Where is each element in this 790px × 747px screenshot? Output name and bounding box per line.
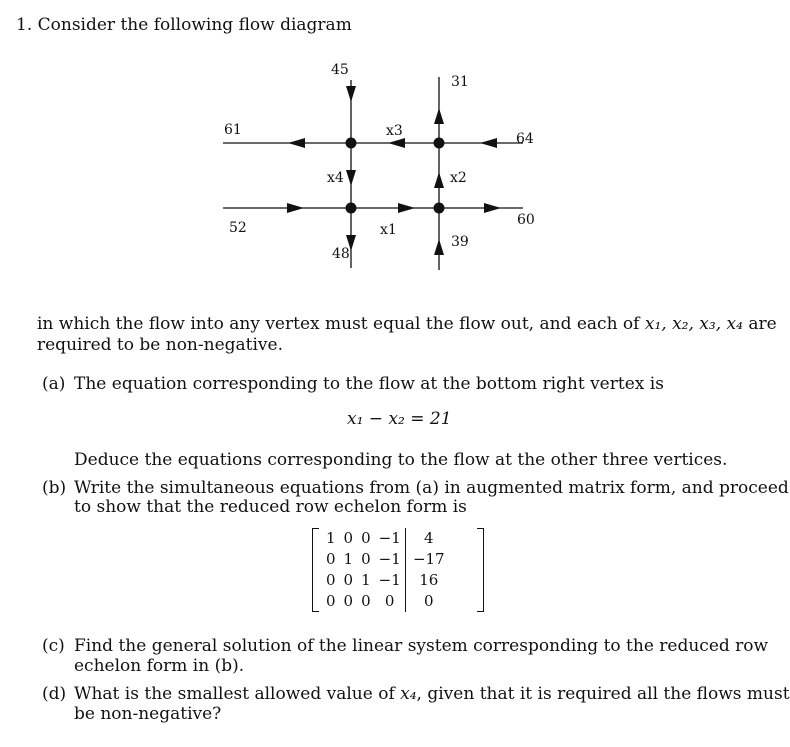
arrow-x2-up (434, 172, 444, 188)
matrix-cell: 0 (343, 592, 354, 610)
part-d-text-end: , given that it is required all the flows must (416, 684, 790, 704)
arrow-60-right (484, 203, 501, 213)
part-a-text: The equation corresponding to the flow at the bottom right vertex is (74, 374, 664, 394)
arrow-64-left (480, 138, 497, 148)
vertex-bottom-left (346, 203, 357, 214)
matrix-cell: 0 (326, 550, 336, 568)
arrow-61-left (288, 138, 305, 148)
description-end: are (748, 314, 777, 334)
label-61: 61 (224, 122, 242, 138)
matrix-augmented-cell: −17 (405, 549, 450, 570)
arrow-x4-down (346, 170, 356, 186)
part-b-label: (b) (42, 478, 67, 498)
label-48: 48 (332, 246, 350, 262)
description-variables: x₁, x₂, x₃, x₄ (644, 314, 743, 334)
matrix-row (322, 528, 450, 549)
label-60: 60 (517, 212, 535, 228)
label-64: 64 (516, 131, 534, 147)
label-31: 31 (451, 74, 469, 90)
description-line-2: required to be non-negative. (37, 335, 283, 355)
arrow-x1-right (398, 203, 415, 213)
matrix-augmented-cell: 16 (405, 570, 450, 591)
description-text: in which the flow into any vertex must equal the flow out, and each of (37, 314, 640, 334)
label-39: 39 (451, 234, 469, 250)
matrix-cell: 1 (326, 529, 336, 547)
matrix-augmented-cell: 0 (405, 591, 450, 612)
matrix-left-bracket (312, 528, 319, 612)
matrix-cell: 0 (343, 529, 354, 547)
matrix-cell: 0 (384, 592, 395, 610)
part-b-line-1: Write the simultaneous equations from (a) in augmented matrix form, and proceed (74, 478, 789, 498)
label-x3: x3 (386, 123, 403, 139)
matrix-cell: 0 (361, 550, 371, 568)
label-45: 45 (331, 62, 349, 78)
part-d-line-2: be non-negative? (74, 704, 222, 724)
matrix-cell: −1 (378, 571, 401, 589)
rref-matrix (322, 528, 450, 612)
label-x2: x2 (450, 170, 467, 186)
matrix-cell: 1 (343, 550, 354, 568)
label-x1: x1 (380, 222, 397, 238)
arrow-39-up (434, 239, 444, 255)
arrow-x3-left (388, 138, 405, 148)
matrix-row (322, 549, 450, 570)
matrix-row (322, 570, 450, 591)
part-d-label: (d) (42, 684, 67, 704)
part-b-line-2: to show that the reduced row echelon form is (74, 497, 467, 517)
label-52: 52 (229, 220, 247, 236)
part-d-line-1 (74, 684, 790, 705)
part-c-line-1: Find the general solution of the linear system corresponding to the reduced row (74, 636, 769, 656)
matrix-cell: 0 (361, 592, 371, 610)
part-d-variable: x₄ (400, 684, 417, 704)
matrix-right-bracket (477, 528, 484, 612)
matrix-cell: 0 (343, 571, 354, 589)
label-x4: x4 (327, 170, 344, 186)
description-line-1 (37, 314, 777, 335)
matrix-augmented-cell: 4 (405, 528, 450, 549)
vertex-top-left (346, 138, 357, 149)
part-a-label: (a) (42, 374, 66, 394)
matrix-cell: 1 (361, 571, 371, 589)
matrix-cell: 0 (326, 571, 336, 589)
matrix-cell: −1 (378, 529, 401, 547)
part-d-text-start: What is the smallest allowed value of (74, 684, 395, 704)
vertex-bottom-right (434, 203, 445, 214)
matrix-cell: 0 (361, 529, 371, 547)
part-c-label: (c) (42, 636, 65, 656)
part-c-line-2: echelon form in (b). (74, 656, 245, 676)
arrow-31-up (434, 108, 444, 124)
matrix-cell: 0 (326, 592, 336, 610)
vertex-top-right (434, 138, 445, 149)
arrow-45-down (346, 86, 356, 102)
question-number: 1. (16, 15, 33, 35)
question-intro: Consider the following flow diagram (37, 15, 352, 35)
matrix-row (322, 591, 450, 612)
arrow-52-right (287, 203, 304, 213)
matrix-cell: −1 (378, 550, 401, 568)
part-a-equation: x₁ − x₂ = 21 (347, 409, 452, 429)
part-a-followup: Deduce the equations corresponding to the flow at the other three vertices. (74, 450, 728, 470)
